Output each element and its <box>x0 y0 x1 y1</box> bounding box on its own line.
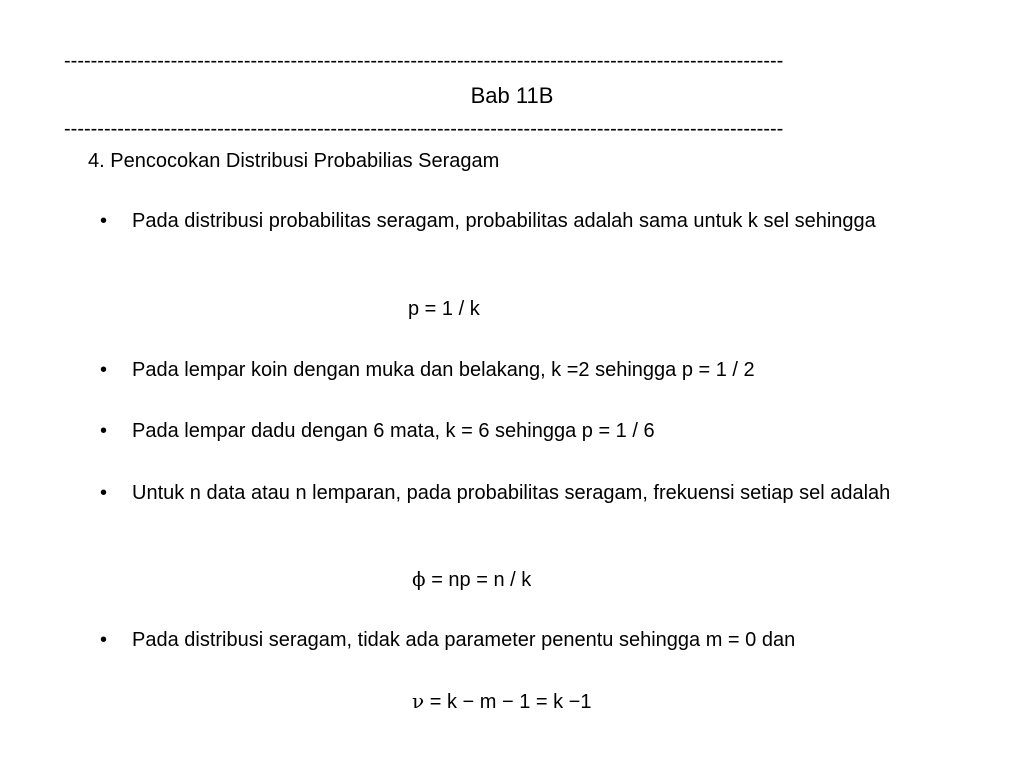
bullet-item <box>100 627 920 653</box>
nu-symbol: ν <box>412 689 425 713</box>
page-title: Bab 11B <box>470 83 554 108</box>
bullet-text: Pada lempar koin dengan muka dan belakang, k =2 sehingga p = 1 / 2 <box>132 359 755 381</box>
formula-nu <box>412 688 592 715</box>
formula-nu-expression: = k − m − 1 = k −1 <box>424 691 592 713</box>
bullet-item <box>100 480 920 506</box>
bullet-icon: • <box>100 482 108 504</box>
bullet-item <box>100 208 920 234</box>
formula-phi-expression: = np = n / k <box>425 569 532 591</box>
bullet-item <box>100 418 920 444</box>
bullet-icon: • <box>100 359 108 381</box>
formula-p: p = 1 / k <box>408 298 480 320</box>
bullet-text: Pada distribusi probabilitas seragam, probabilitas adalah sama untuk k sel sehingga <box>132 210 876 232</box>
phi-symbol: ϕ <box>412 567 426 591</box>
bullet-text: Untuk n data atau n lemparan, pada probabilitas seragam, frekuensi setiap sel adalah <box>132 482 891 504</box>
bullet-icon: • <box>100 420 108 442</box>
header-divider-bottom: ------------------------------------------------------------------------------------------------------------ <box>64 118 784 140</box>
section-heading: 4. Pencocokan Distribusi Probabilias Seragam <box>88 150 500 172</box>
bullet-icon: • <box>100 629 108 651</box>
formula-phi <box>412 566 531 593</box>
bullet-icon: • <box>100 210 108 232</box>
bullet-item <box>100 357 920 383</box>
header-divider-top: ------------------------------------------------------------------------------------------------------------ <box>64 50 784 72</box>
bullet-text: Pada lempar dadu dengan 6 mata, k = 6 sehingga p = 1 / 6 <box>132 420 655 442</box>
bullet-text: Pada distribusi seragam, tidak ada parameter penentu sehingga m = 0 dan <box>132 629 796 651</box>
